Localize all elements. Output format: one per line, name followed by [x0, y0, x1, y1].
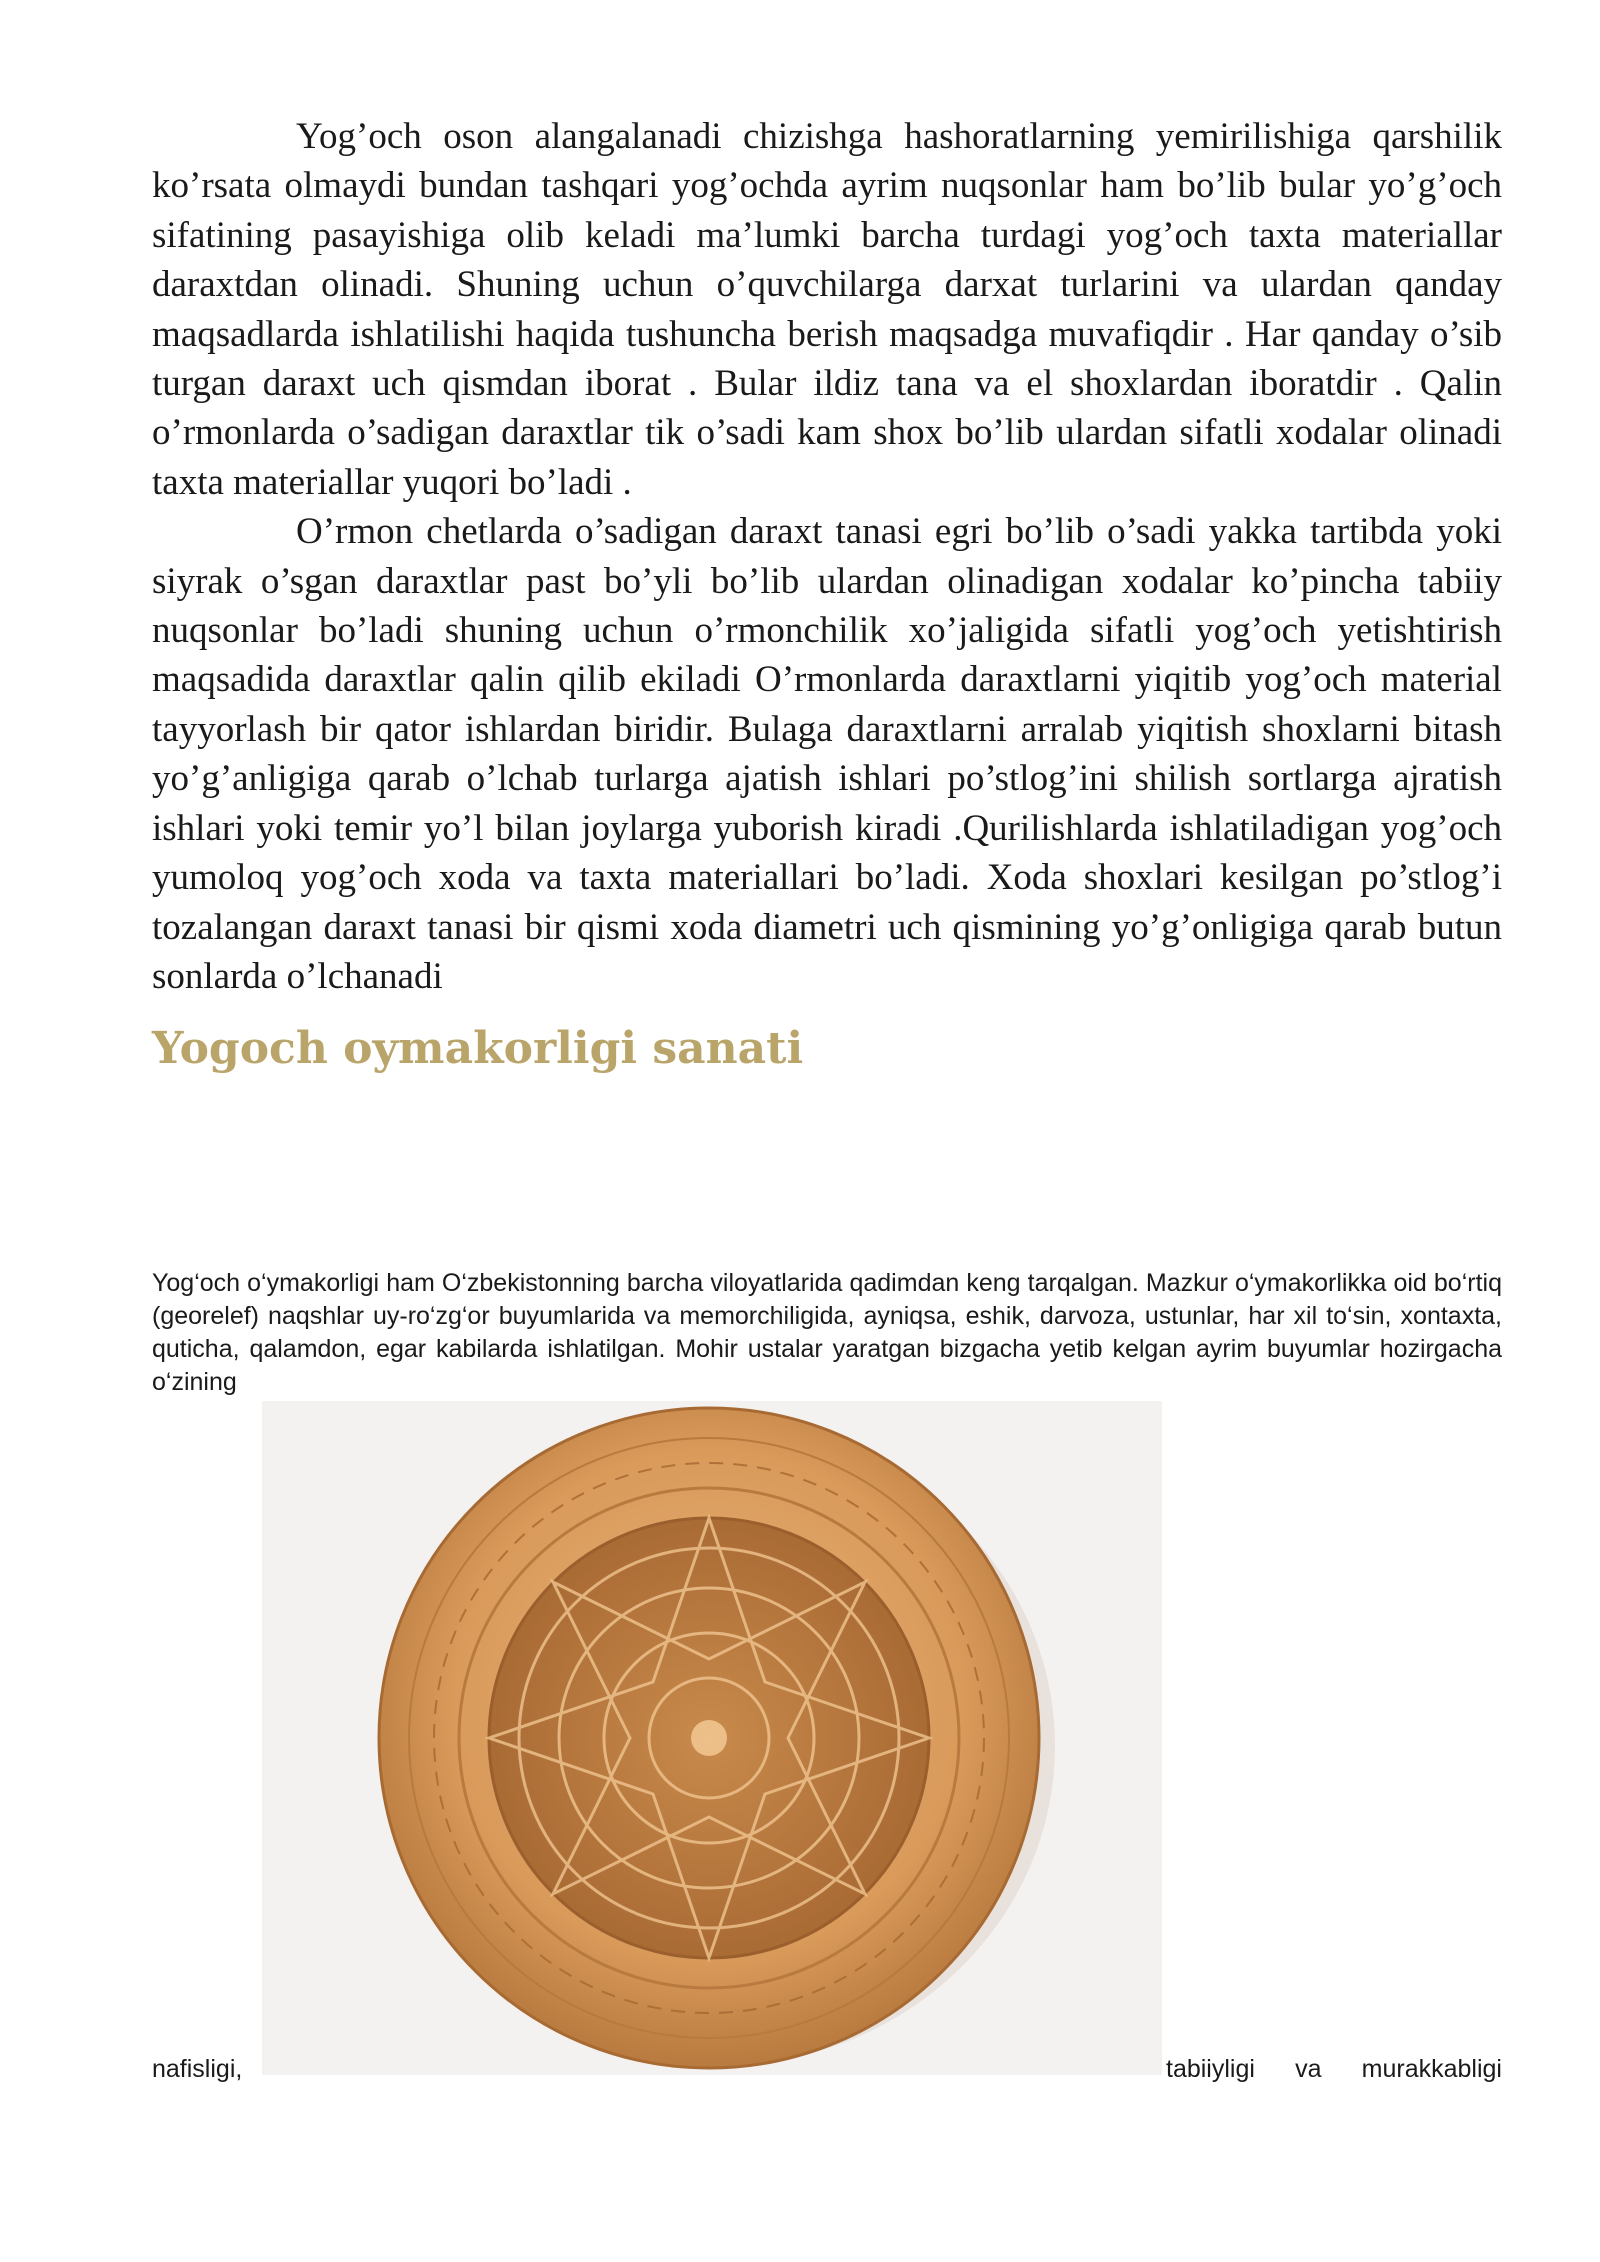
caption-word-3: murakkabligi: [1361, 2055, 1502, 2083]
small-paragraph-text: Yog‘och o‘ymakorligi ham O‘zbekistonning barcha viloyatlarida qadimdan keng tarqalgan. Mazkur o‘ymakorlikka oid bo‘rtiq (georelef) naqshlar uy-ro‘zg‘or buyumlarida va memorchiligida, ayniqsa, eshik, darvoza, ustunlar, har xil to‘sin, xontaxta, quticha, qalamdon, egar kabilarda ishlatilgan. Mohir ustalar yaratgan bizgacha yetib kelgan ayrim buyumlar hozirgacha o‘zining: [152, 1269, 1502, 1396]
paragraph-2-text: O’rmon chetlarda o’sadigan daraxt tanasi egri bo’lib o’sadi yakka tartibda yoki siyrak o’sgan daraxtlar past bo’yli bo’lib ulardan olinadigan xodalar ko’pincha tabiiy nuqsonlar bo’ladi shuning uchun o’rmonchilik xo’jaligida sifatli yog’och yetishtirish maqsadida daraxtlar qalin qilib ekiladi O’rmonlarda daraxtlarni yiqitib yog’och material tayyorlash bir qator ishlardan biridir. Bulaga daraxtlarni arralab yiqitish shoxlarni bitash yo’g’anligiga qarab o’lchab turlarga ajatish ishlari po’stlog’ini shilish sortlarga ajratish ishlari yoki temir yo’l bilan joylarga yuborish kiradi .Qurilishlarda ishlatiladigan yog’och yumoloq yog’och xoda va taxta materiallari bo’ladi. Xoda shoxlari kesilgan po’stlog’i tozalangan daraxt tanasi bir qismi xoda diametri uch qismining yo’g’onligiga qarab butun sonlarda o’lchanadi: [152, 511, 1502, 997]
caption-right: [1166, 2053, 1502, 2086]
caption-left: nafisligi,: [152, 2055, 243, 2083]
carved-plate-image: [262, 1401, 1162, 2075]
small-paragraph: [152, 1267, 1502, 1399]
caption-word-1: tabiiyligi: [1166, 2055, 1255, 2083]
paragraph-2: [152, 507, 1502, 1001]
caption-word-2: va: [1295, 2055, 1322, 2083]
paragraph-1-text: Yog’och oson alangalanadi chizishga hashoratlarning yemirilishiga qarshilik ko’rsata olmaydi bundan tashqari yog’ochda ayrim nuqsonlar ham bo’lib bular yo’g’och sifatining pasayishiga olib keladi ma’lumki barcha turdagi yog’och taxta materiallar daraxtdan olinadi. Shuning uchun o’quvchilarga darxat turlarini va ulardan qanday maqsadlarda ishlatilishi haqida tushuncha berish maqsadga muvafiqdir . Har qanday o’sib turgan daraxt uch qismdan iborat . Bular ildiz tana va el shoxlardan iboratdir . Qalin o’rmonlarda o’sadigan daraxtlar tik o’sadi kam shox bo’lib ulardan sifatli xodalar olinadi taxta materiallar yuqori bo’ladi .: [152, 116, 1502, 503]
carved-wooden-plate-icon: [262, 1401, 1162, 2075]
paragraph-1: [152, 112, 1502, 507]
document-page: [152, 112, 1502, 1396]
section-heading: Yogoch oymakorligi sanati: [152, 1023, 804, 1075]
